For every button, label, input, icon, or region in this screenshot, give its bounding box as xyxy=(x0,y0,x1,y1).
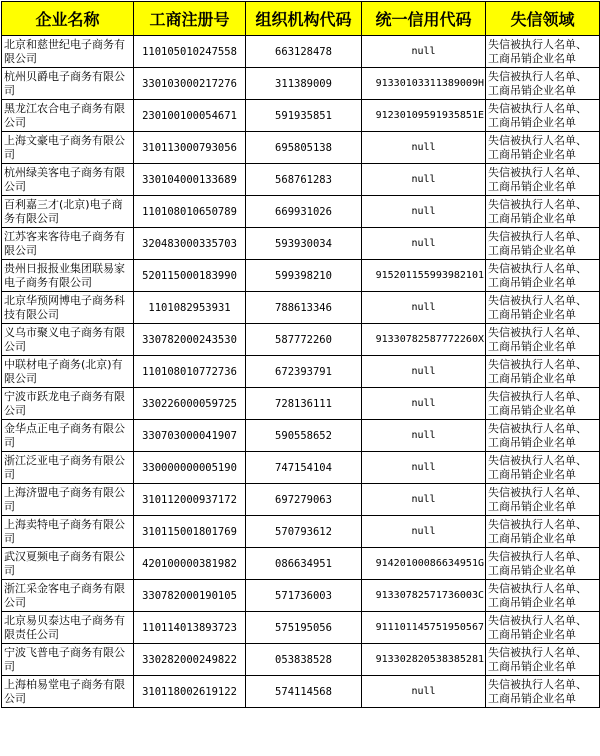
cell-organization-code: 591935851 xyxy=(246,100,362,132)
cell-organization-code: 669931026 xyxy=(246,196,362,228)
cell-unified-credit-code: null xyxy=(362,484,486,516)
cell-organization-code: 747154104 xyxy=(246,452,362,484)
cell-registration-number: 110105010247558 xyxy=(134,36,246,68)
cell-dishonest-area: 失信被执行人名单、工商吊销企业名单 xyxy=(486,516,600,548)
cell-company-name: 上海济盟电子商务有限公司 xyxy=(2,484,134,516)
col-header-dishonest-area: 失信领域 xyxy=(486,2,600,36)
table-row xyxy=(2,580,600,612)
table-row xyxy=(2,228,600,260)
cell-company-name: 北京和慈世纪电子商务有限公司 xyxy=(2,36,134,68)
table-row xyxy=(2,68,600,100)
cell-dishonest-area: 失信被执行人名单、工商吊销企业名单 xyxy=(486,644,600,676)
cell-unified-credit-code: 91330782587772260X xyxy=(362,324,486,356)
cell-company-name: 宁波飞普电子商务有限公司 xyxy=(2,644,134,676)
table-row xyxy=(2,356,600,388)
cell-company-name: 武汉夏频电子商务有限公司 xyxy=(2,548,134,580)
table-row xyxy=(2,452,600,484)
table-row xyxy=(2,420,600,452)
cell-unified-credit-code: 913302820538385281 xyxy=(362,644,486,676)
cell-registration-number: 310112000937172 xyxy=(134,484,246,516)
table-row xyxy=(2,132,600,164)
cell-company-name: 上海文豪电子商务有限公司 xyxy=(2,132,134,164)
cell-organization-code: 663128478 xyxy=(246,36,362,68)
cell-dishonest-area: 失信被执行人名单、工商吊销企业名单 xyxy=(486,292,600,324)
cell-organization-code: 587772260 xyxy=(246,324,362,356)
table-row xyxy=(2,644,600,676)
cell-registration-number: 320483000335703 xyxy=(134,228,246,260)
table-row xyxy=(2,100,600,132)
cell-company-name: 金华点正电子商务有限公司 xyxy=(2,420,134,452)
cell-dishonest-area: 失信被执行人名单、工商吊销企业名单 xyxy=(486,68,600,100)
cell-registration-number: 310115001801769 xyxy=(134,516,246,548)
cell-registration-number: 1101082953931 xyxy=(134,292,246,324)
cell-dishonest-area: 失信被执行人名单、工商吊销企业名单 xyxy=(486,100,600,132)
cell-registration-number: 110108010772736 xyxy=(134,356,246,388)
dishonest-enterprises-table xyxy=(1,1,600,708)
table-row xyxy=(2,292,600,324)
cell-registration-number: 310113000793056 xyxy=(134,132,246,164)
cell-company-name: 北京华预网博电子商务科技有限公司 xyxy=(2,292,134,324)
cell-registration-number: 520115000183990 xyxy=(134,260,246,292)
cell-dishonest-area: 失信被执行人名单、工商吊销企业名单 xyxy=(486,260,600,292)
cell-company-name: 浙江泛亚电子商务有限公司 xyxy=(2,452,134,484)
cell-registration-number: 310118002619122 xyxy=(134,676,246,708)
cell-registration-number: 330782000243530 xyxy=(134,324,246,356)
cell-company-name: 浙江采金客电子商务有限公司 xyxy=(2,580,134,612)
cell-company-name: 宁波市跃龙电子商务有限公司 xyxy=(2,388,134,420)
cell-organization-code: 672393791 xyxy=(246,356,362,388)
cell-organization-code: 599398210 xyxy=(246,260,362,292)
cell-registration-number: 420100000381982 xyxy=(134,548,246,580)
cell-unified-credit-code: null xyxy=(362,164,486,196)
cell-registration-number: 330703000041907 xyxy=(134,420,246,452)
cell-registration-number: 330282000249822 xyxy=(134,644,246,676)
cell-unified-credit-code: null xyxy=(362,676,486,708)
cell-company-name: 杭州绿美客电子商务有限公司 xyxy=(2,164,134,196)
cell-dishonest-area: 失信被执行人名单、工商吊销企业名单 xyxy=(486,548,600,580)
cell-dishonest-area: 失信被执行人名单、工商吊销企业名单 xyxy=(486,612,600,644)
cell-organization-code: 697279063 xyxy=(246,484,362,516)
cell-registration-number: 110114013893723 xyxy=(134,612,246,644)
cell-registration-number: 110108010650789 xyxy=(134,196,246,228)
cell-company-name: 上海柏易堂电子商务有限公司 xyxy=(2,676,134,708)
cell-dishonest-area: 失信被执行人名单、工商吊销企业名单 xyxy=(486,164,600,196)
cell-unified-credit-code: null xyxy=(362,420,486,452)
cell-dishonest-area: 失信被执行人名单、工商吊销企业名单 xyxy=(486,132,600,164)
cell-dishonest-area: 失信被执行人名单、工商吊销企业名单 xyxy=(486,228,600,260)
cell-company-name: 百利嘉三才(北京)电子商务有限公司 xyxy=(2,196,134,228)
table-row xyxy=(2,196,600,228)
table-row xyxy=(2,36,600,68)
table-row xyxy=(2,612,600,644)
col-header-unified-credit-code: 统一信用代码 xyxy=(362,2,486,36)
table-row xyxy=(2,676,600,708)
cell-company-name: 北京易贝泰达电子商务有限责任公司 xyxy=(2,612,134,644)
col-header-organization-code: 组织机构代码 xyxy=(246,2,362,36)
cell-organization-code: 574114568 xyxy=(246,676,362,708)
cell-company-name: 黑龙江农合电子商务有限公司 xyxy=(2,100,134,132)
header-row xyxy=(2,2,600,36)
cell-unified-credit-code: null xyxy=(362,228,486,260)
table-row xyxy=(2,484,600,516)
cell-registration-number: 330226000059725 xyxy=(134,388,246,420)
cell-organization-code: 568761283 xyxy=(246,164,362,196)
cell-dishonest-area: 失信被执行人名单、工商吊销企业名单 xyxy=(486,676,600,708)
cell-dishonest-area: 失信被执行人名单、工商吊销企业名单 xyxy=(486,484,600,516)
table-row xyxy=(2,164,600,196)
cell-unified-credit-code: null xyxy=(362,452,486,484)
cell-company-name: 义乌市聚义电子商务有限公司 xyxy=(2,324,134,356)
cell-company-name: 中联材电子商务(北京)有限公司 xyxy=(2,356,134,388)
cell-unified-credit-code: 915201155993982101 xyxy=(362,260,486,292)
cell-dishonest-area: 失信被执行人名单、工商吊销企业名单 xyxy=(486,420,600,452)
cell-organization-code: 728136111 xyxy=(246,388,362,420)
cell-organization-code: 571736003 xyxy=(246,580,362,612)
cell-organization-code: 788613346 xyxy=(246,292,362,324)
cell-unified-credit-code: null xyxy=(362,196,486,228)
cell-registration-number: 330104000133689 xyxy=(134,164,246,196)
cell-unified-credit-code: 911101145751950567 xyxy=(362,612,486,644)
cell-organization-code: 695805138 xyxy=(246,132,362,164)
cell-dishonest-area: 失信被执行人名单、工商吊销企业名单 xyxy=(486,388,600,420)
cell-organization-code: 590558652 xyxy=(246,420,362,452)
cell-company-name: 江苏客来客待电子商务有限公司 xyxy=(2,228,134,260)
cell-dishonest-area: 失信被执行人名单、工商吊销企业名单 xyxy=(486,452,600,484)
cell-organization-code: 086634951 xyxy=(246,548,362,580)
table-row xyxy=(2,516,600,548)
cell-organization-code: 311389009 xyxy=(246,68,362,100)
cell-unified-credit-code: 91420100086634951G xyxy=(362,548,486,580)
cell-unified-credit-code: null xyxy=(362,516,486,548)
cell-unified-credit-code: null xyxy=(362,292,486,324)
cell-organization-code: 593930034 xyxy=(246,228,362,260)
cell-unified-credit-code: 91330103311389009H xyxy=(362,68,486,100)
cell-dishonest-area: 失信被执行人名单、工商吊销企业名单 xyxy=(486,196,600,228)
cell-registration-number: 230100100054671 xyxy=(134,100,246,132)
cell-organization-code: 575195056 xyxy=(246,612,362,644)
cell-dishonest-area: 失信被执行人名单、工商吊销企业名单 xyxy=(486,580,600,612)
cell-unified-credit-code: null xyxy=(362,356,486,388)
table-row xyxy=(2,324,600,356)
cell-registration-number: 330000000005190 xyxy=(134,452,246,484)
cell-unified-credit-code: null xyxy=(362,132,486,164)
cell-company-name: 杭州贝爵电子商务有限公司 xyxy=(2,68,134,100)
cell-company-name: 上海卖特电子商务有限公司 xyxy=(2,516,134,548)
cell-dishonest-area: 失信被执行人名单、工商吊销企业名单 xyxy=(486,36,600,68)
table-row xyxy=(2,388,600,420)
col-header-registration-number: 工商注册号 xyxy=(134,2,246,36)
col-header-company-name: 企业名称 xyxy=(2,2,134,36)
table-header xyxy=(2,2,600,36)
cell-registration-number: 330103000217276 xyxy=(134,68,246,100)
cell-unified-credit-code: 912301095919358​51E xyxy=(362,100,486,132)
cell-dishonest-area: 失信被执行人名单、工商吊销企业名单 xyxy=(486,356,600,388)
cell-dishonest-area: 失信被执行人名单、工商吊销企业名单 xyxy=(486,324,600,356)
cell-organization-code: 053838528 xyxy=(246,644,362,676)
cell-unified-credit-code: null xyxy=(362,36,486,68)
cell-unified-credit-code: 91330782571736003C xyxy=(362,580,486,612)
cell-company-name: 贵州日报报业集团联易家电子商务有限公司 xyxy=(2,260,134,292)
table-row xyxy=(2,260,600,292)
table-body xyxy=(2,36,600,708)
cell-unified-credit-code: null xyxy=(362,388,486,420)
table-row xyxy=(2,548,600,580)
cell-registration-number: 330782000190105 xyxy=(134,580,246,612)
cell-organization-code: 570793612 xyxy=(246,516,362,548)
